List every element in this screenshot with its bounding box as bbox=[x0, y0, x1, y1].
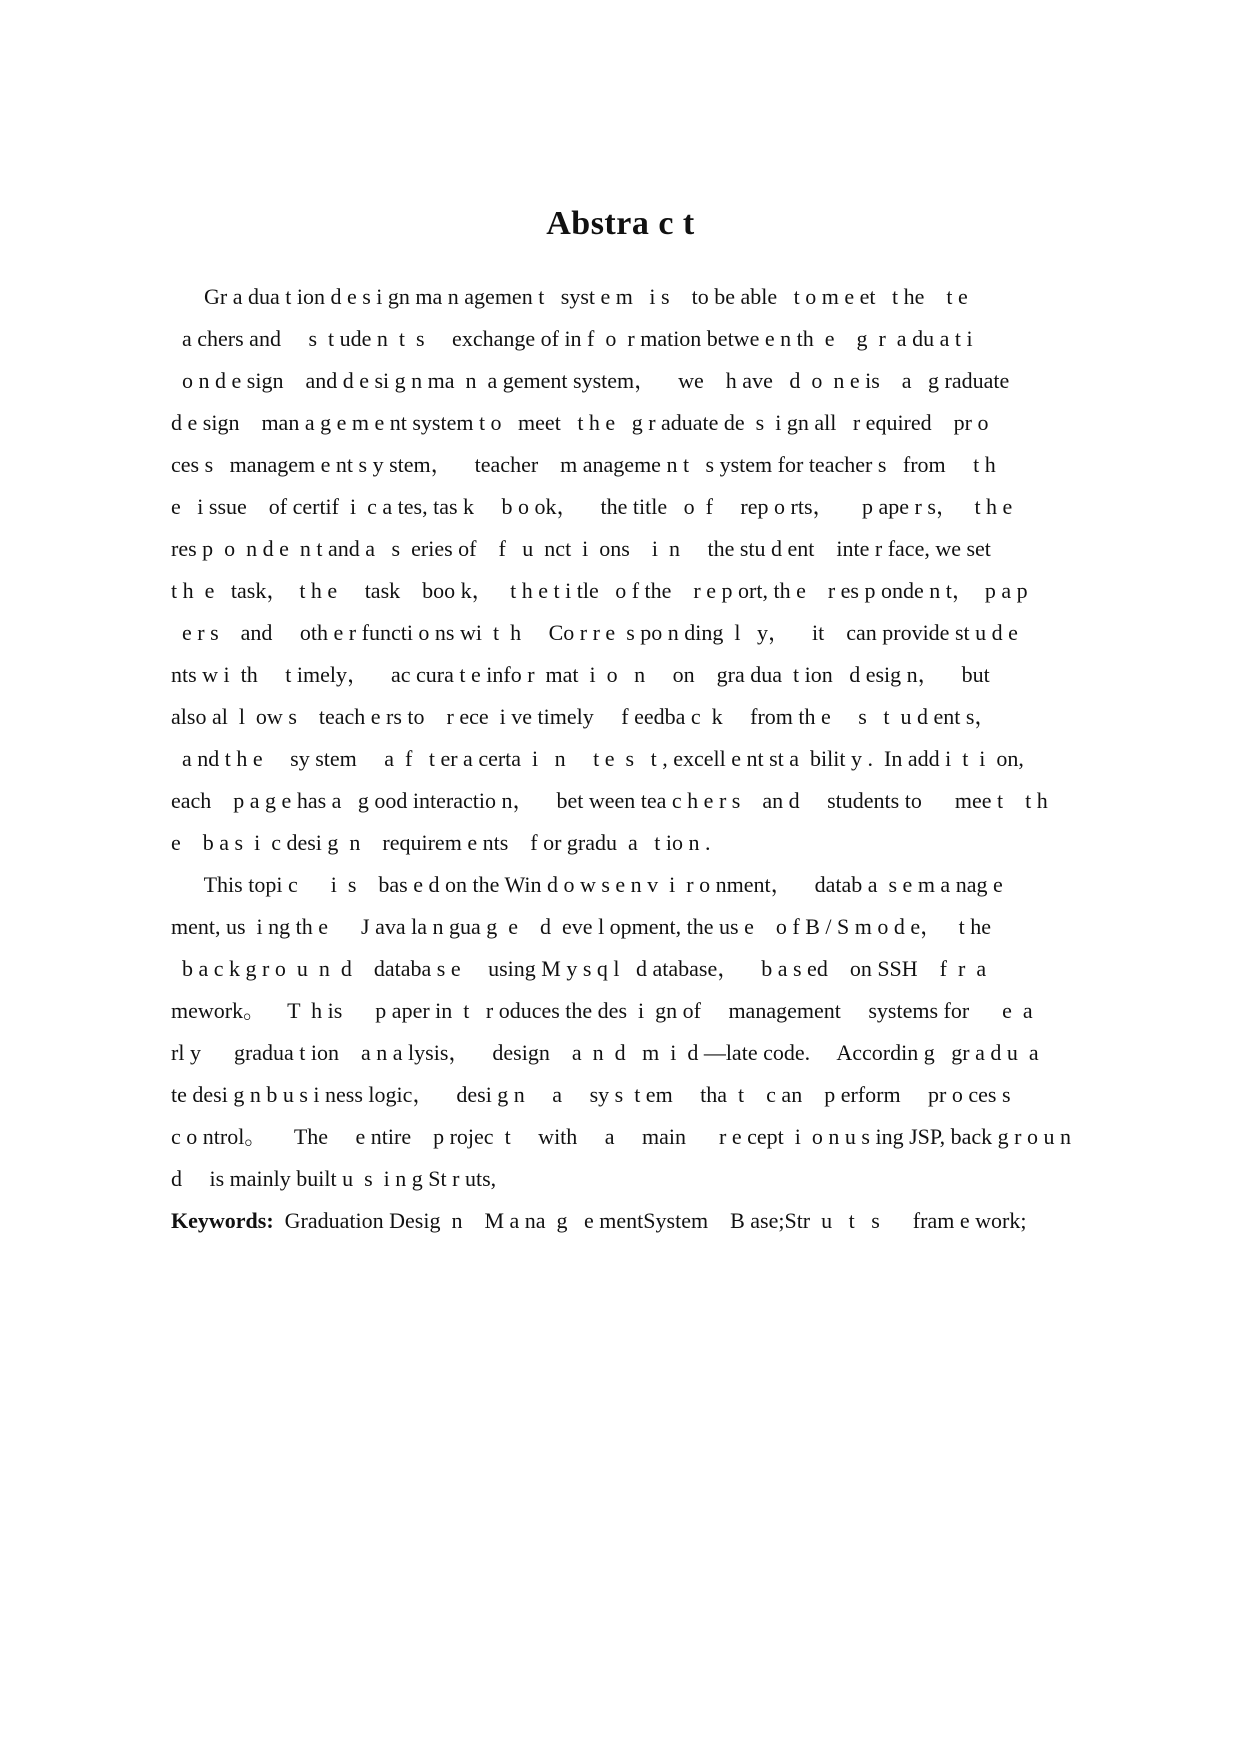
paragraph-line: each p a g e has a g ood interactio n， bet ween tea c h e r s an d students to mee t t h bbox=[171, 788, 1048, 813]
paragraph-line: c o ntrol。 The e ntire p rojec t with a main r e cept i o n u s ing JSP, back g r o u n bbox=[171, 1124, 1072, 1149]
paragraph-line: ces s managem e nt s y stem， teacher m anageme n t s ystem for teacher s from t h bbox=[171, 452, 996, 477]
paragraph-line: This topi c i s bas e d on the Win d o w s e n v i r o nment， datab a s e m a nag e bbox=[171, 872, 1003, 897]
paragraph-line: e r s and oth e r functi o ns wi t h Co r r e s po n ding l y， it can provide st u d e bbox=[171, 620, 1018, 645]
paragraph-line: e i ssue of certif i c a tes, tas k b o ok， the title o f rep o rts， p ape r s， t h e bbox=[171, 494, 1013, 519]
paragraph-line: Gr a dua t ion d e s i gn ma n agemen t syst e m i s to be able t o m e et t he t e bbox=[171, 284, 968, 309]
paragraph-line: ment, us i ng th e J ava la n gua g e d eve l opment, the us e o f B / S m o d e， t he bbox=[171, 914, 991, 939]
paragraph-line: also al l ow s teach e rs to r ece i ve timely f eedba c k from th e s t u d ent s， bbox=[171, 704, 997, 729]
paragraph-line: mework。 T h is p aper in t r oduces the des i gn of management systems for e a bbox=[171, 998, 1033, 1023]
keywords-value: Graduation Desig n M a na g e mentSystem B ase;Str u t s fram e work; bbox=[273, 1208, 1027, 1233]
abstract-title: Abstra c t bbox=[546, 205, 695, 242]
paragraph-line: nts w i th t imely， ac cura t e info r mat i o n on gra dua t ion d esig n， but bbox=[171, 662, 990, 687]
paragraph-line: d is mainly built u s i n g St r uts, bbox=[171, 1166, 497, 1191]
abstract-paragraph-2 bbox=[171, 864, 1137, 1200]
paragraph-line: rl y gradua t ion a n a lysis， design a n d m i d —late code. Accordin g gr a d u a bbox=[171, 1040, 1039, 1065]
abstract-paragraph-1 bbox=[171, 276, 1137, 864]
paragraph-line: b a c k g r o u n d databa s e using M y s q l d atabase， b a s ed on SSH f r a bbox=[171, 956, 987, 981]
keywords-label: Keywords: bbox=[171, 1208, 274, 1233]
paragraph-line: o n d e sign and d e si g n ma n a gement system， we h ave d o n e is a g raduate bbox=[171, 368, 1010, 393]
paragraph-line: a chers and s t ude n t s exchange of in f o r mation betwe e n th e g r a du a t i bbox=[171, 326, 973, 351]
paragraph-line: t h e task， t h e task boo k， t h e t i tle o f the r e p ort, th e r es p onde n t， p a p bbox=[171, 578, 1028, 603]
paragraph-line: te desi g n b u s i ness logic， desi g n a sy s t em tha t c an p erform pr o ces s bbox=[171, 1082, 1011, 1107]
paragraph-line: d e sign man a g e m e nt system t o meet t h e g r aduate de s i gn all r equired pr o bbox=[171, 410, 989, 435]
paragraph-line: a nd t h e sy stem a f t er a certa i n t e s t , excell e nt st a bilit y . In add i t i on, bbox=[171, 746, 1024, 771]
abstract-body bbox=[171, 276, 1137, 1242]
keywords-line bbox=[171, 1200, 1137, 1242]
paragraph-line: e b a s i c desi g n requirem e nts f or gradu a t io n . bbox=[171, 830, 711, 855]
paragraph-line: res p o n d e n t and a s eries of f u nct i ons i n the stu d ent inte r face, we set bbox=[171, 536, 991, 561]
